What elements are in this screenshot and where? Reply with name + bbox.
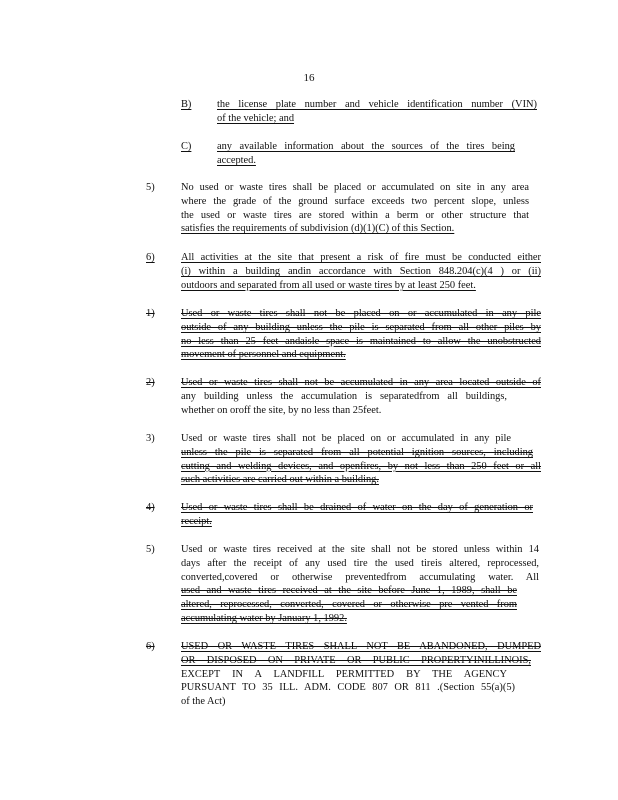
item-line: Used or waste tires received at the site shall not be stored unless within 14: [181, 544, 539, 555]
item-marker: 3): [146, 433, 155, 444]
item-marker: 5): [146, 182, 155, 193]
item-line: cutting and welding devices, and openfires, by not less than 250 feet or all: [181, 460, 541, 472]
item-line: no less than 25 feet andaisle space is maintained to allow the unobstructed: [181, 335, 541, 347]
item-marker: 5): [146, 544, 155, 555]
item-line: No used or waste tires shall be placed or accumulated on site in any area: [181, 182, 529, 193]
item-line: days after the receipt of any used tire the used tireis altered, reprocessed,: [181, 557, 539, 569]
item-line: Used or waste tires shall not be accumulated in any area located outside of: [181, 377, 541, 388]
item-line: whether on oroff the site, by no less than 25feet.: [181, 404, 382, 416]
item-line: (i) within a building andin accordance with Section 848.204(c)(4 ) or (ii): [181, 265, 541, 277]
item-marker: 4): [146, 502, 155, 513]
item-line: accepted.: [217, 154, 256, 166]
sub-item-marker: C): [181, 141, 192, 152]
item-line: receipt.: [181, 515, 212, 527]
item-line: such activities are carried out within a building.: [181, 474, 379, 486]
item-line: USED OR WASTE TIRES SHALL NOT BE ABANDONED, DUMPED: [181, 641, 541, 652]
item-line: where the grade of the ground surface exceeds two percent slope, unless: [181, 195, 529, 207]
item-line: used and waste tires received at the site before June 1, 1989, shall be: [181, 585, 517, 597]
item-line: accumulating water by January 1, 1992.: [181, 612, 347, 624]
item-line: movement of personnel and equipment.: [181, 349, 346, 361]
item-line: Used or waste tires shall not be placed on or accumulated in any pile: [181, 433, 511, 444]
item-line: any building unless the accumulation is separatedfrom all buildings,: [181, 390, 507, 402]
item-line: PURSUANT TO 35 ILL. ADM. CODE 807 OR 811 .(Section 55(a)(5): [181, 682, 515, 694]
item-line: of the vehicle; and: [217, 112, 295, 124]
item-marker: 6): [146, 641, 155, 652]
item-marker: 6): [146, 252, 155, 263]
item-line: converted,covered or otherwise preventedfrom accumulating water. All: [181, 571, 539, 583]
item-line: altered, reprocessed, converted, covered or otherwise pre vented from: [181, 599, 517, 611]
item-line: of the Act): [181, 696, 226, 708]
item-line: the used or waste tires are stored within a berm or other structure that: [181, 209, 529, 221]
item-line: any available information about the sources of the tires being: [217, 141, 515, 152]
item-line: Used or waste tires shall be drained of water on the day of generation or: [181, 502, 533, 513]
sub-item-marker: B): [181, 99, 192, 110]
item-line: outside of any building unless the pile is separated from all other piles by: [181, 321, 541, 333]
item-line: Used or waste tires shall not be placed on or accumulated in any pile: [181, 308, 541, 319]
item-line: the license plate number and vehicle identification number (VIN): [217, 99, 537, 110]
item-line: All activities at the site that present a risk of fire must be conducted either: [181, 252, 541, 263]
page-number: 16: [303, 72, 315, 84]
item-marker: 2): [146, 377, 155, 388]
item-line: OR DISPOSED ON PRIVATE OR PUBLIC PROPERTYINILLINOIS,: [181, 654, 531, 666]
item-line: unless the pile is separated from all potential ignition sources, including: [181, 446, 533, 458]
item-marker: 1): [146, 308, 155, 319]
item-line: satisfies the requirements of subdivision (d)(1)(C) of this Section.: [181, 223, 455, 235]
item-line: outdoors and separated from all used or waste tires by at least 250 feet.: [181, 279, 476, 291]
item-line: EXCEPT IN A LANDFILL PERMITTED BY THE AGENCY: [181, 668, 507, 680]
